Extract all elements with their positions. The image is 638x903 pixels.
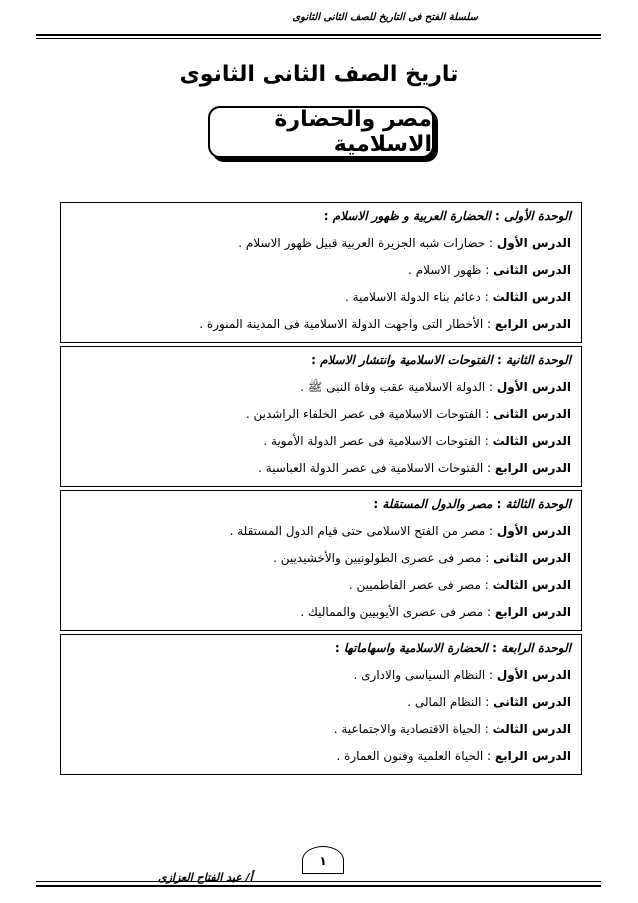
lesson-label: الدرس الثانى [493,263,571,277]
lesson-row [71,374,571,401]
series-header: سلسلة الفتح فى التاريخ للصف الثانى الثانوى [292,12,478,23]
lesson-label: الدرس الأول [496,524,571,538]
lesson-row [71,428,571,455]
lesson-text: الفتوحات الاسلامية فى عصر الدولة العباسية . [258,461,484,475]
lesson-label: الدرس الأول [496,380,571,394]
separator: : [481,551,494,565]
lesson-text: مصر فى عصرى الأيوبيين والمماليك . [300,605,484,619]
lesson-text: حضارات شبه الجزيرة العربية قبيل ظهور الاسلام . [238,236,486,250]
page-title: تاريخ الصف الثانى الثانوى [179,62,459,87]
header-rule [36,34,601,36]
subtitle-text: مصر والحضارة الاسلامية [274,107,432,157]
unit-label: الوحدة الثانية [505,353,571,367]
separator: : [485,524,497,538]
unit-title: مصر والدول المستقلة [382,497,493,511]
unit-box [60,202,582,343]
separator: : [334,641,344,655]
lesson-row [71,689,571,716]
unit-title: الحضارة الاسلامية واسهاماتها [343,641,488,655]
lesson-label: الدرس الرابع [494,605,571,619]
lesson-row [71,455,571,482]
lesson-row [71,662,571,689]
author-name: أ/ عبد الفتاح العزازى [158,871,253,884]
lesson-row [71,401,571,428]
separator: : [481,263,494,277]
lesson-row [71,230,571,257]
lesson-label: الدرس الرابع [494,317,571,331]
lesson-text: النظام السياسى والادارى . [353,668,486,682]
separator: : [492,353,506,367]
separator: : [485,380,497,394]
lesson-text: النظام المالى . [407,695,482,709]
subtitle-box [208,106,434,158]
lesson-label: الدرس الرابع [494,461,571,475]
lesson-text: الحياة الاقتصادية والاجتماعية . [333,722,481,736]
separator: : [481,407,494,421]
separator: : [483,461,495,475]
unit-label: الوحدة الرابعة [501,641,571,655]
unit-box [60,346,582,487]
footer-rule [36,885,601,887]
lesson-text: الفتوحات الاسلامية فى عصر الخلفاء الراشدين . [245,407,482,421]
lesson-row [71,284,571,311]
separator: : [481,695,494,709]
unit-heading [71,635,571,662]
units-list [60,202,582,778]
unit-label: الوحدة الثالثة [505,497,571,511]
lesson-label: الدرس الرابع [494,749,571,763]
separator: : [483,605,495,619]
separator: : [480,578,493,592]
separator: : [483,749,495,763]
lesson-row [71,311,571,338]
lesson-label: الدرس الثالث [492,722,571,736]
lesson-text: ظهور الاسلام . [408,263,482,277]
unit-box [60,634,582,775]
lesson-label: الدرس الثانى [493,695,571,709]
unit-title: الحضارة العربية و ظهور الاسلام [332,209,491,223]
lesson-label: الدرس الثالث [492,578,571,592]
separator: : [485,236,497,250]
lesson-text: مصر فى عصرى الطولونيين والأخشيديين . [273,551,482,565]
unit-label: الوحدة الأولى [503,209,571,223]
lesson-text: مصر فى عصر الفاطميين . [348,578,481,592]
separator: : [311,353,321,367]
lesson-label: الدرس الثانى [493,407,571,421]
lesson-label: الدرس الأول [496,668,571,682]
separator: : [373,497,383,511]
separator: : [487,641,502,655]
unit-heading [71,203,571,230]
header-rule-thin [36,38,601,39]
lesson-text: دعائم بناء الدولة الاسلامية . [345,290,481,304]
separator: : [480,434,493,448]
unit-heading [71,347,571,374]
lesson-text: الفتوحات الاسلامية فى عصر الدولة الأموية . [263,434,481,448]
separator: : [323,209,333,223]
lesson-row [71,545,571,572]
lesson-text: الدولة الاسلامية عقب وفاة النبى ﷺ . [300,380,486,394]
separator: : [483,317,495,331]
lesson-row [71,743,571,770]
page-number: ١ [302,846,344,874]
separator: : [480,290,493,304]
lesson-label: الدرس الثانى [493,551,571,565]
unit-box [60,490,582,631]
lesson-text: مصر من الفتح الاسلامى حتى قيام الدول المستقلة . [229,524,486,538]
lesson-label: الدرس الأول [496,236,571,250]
unit-title: الفتوحات الاسلامية وانتشار الاسلام [320,353,493,367]
lesson-row [71,572,571,599]
lesson-row [71,257,571,284]
unit-heading [71,491,571,518]
lesson-row [71,599,571,626]
lesson-row [71,716,571,743]
lesson-text: الحياة العلمية وفنون العمارة . [336,749,484,763]
lesson-label: الدرس الثالث [492,290,571,304]
separator: : [485,668,497,682]
lesson-text: الأخطار التى واجهت الدولة الاسلامية فى المدينة المنورة . [199,317,484,331]
lesson-row [71,518,571,545]
lesson-label: الدرس الثالث [492,434,571,448]
separator: : [492,497,506,511]
footer-rule-thin [36,881,601,882]
separator: : [480,722,493,736]
separator: : [490,209,504,223]
